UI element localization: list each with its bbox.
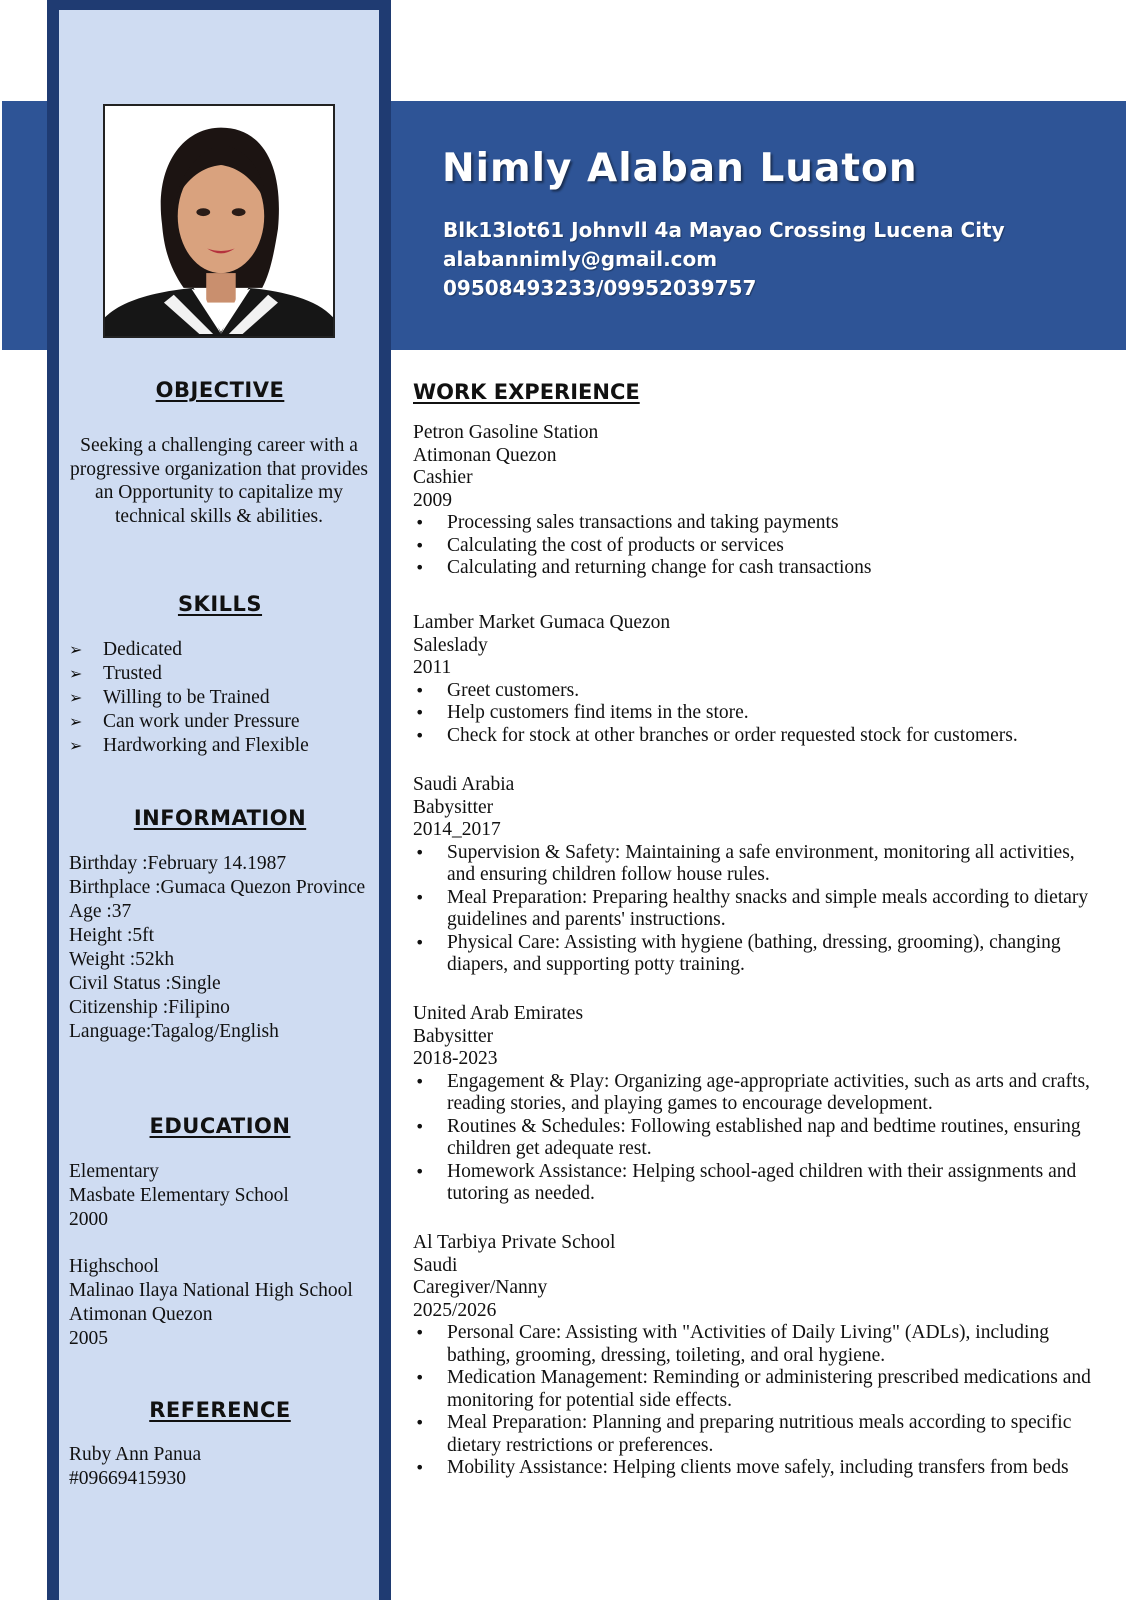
job-duty: • Help customers find items in the store. [413,702,1103,725]
info-language: Language:Tagalog/English [69,1021,279,1042]
job-duty: • Medication Management: Reminding or administering prescribed medications and monitoring for potential side effects. [413,1367,1103,1412]
reference-block [69,1443,201,1491]
job-title: Babysitter [413,1025,494,1047]
profile-photo [103,104,335,338]
job-duty: • Supervision & Safety: Maintaining a safe environment, monitoring all activities, and ensuring children follow house rules. [413,842,1103,887]
job-duty: • Mobility Assistance: Helping clients move safely, including transfers from beds [413,1457,1103,1480]
skill-item: ➢ Willing to be Trained [69,687,270,708]
job-entry [413,422,1103,580]
info-citizenship: Citizenship :Filipino [69,997,230,1018]
job-duty: • Homework Assistance: Helping school-aged children with their assignments and tutoring as needed. [413,1161,1103,1206]
education-year: 2000 [69,1209,108,1230]
contact-address: Blk13lot61 Johnvll 4a Mayao Crossing Lucena City [443,218,1005,242]
education-level: Elementary [69,1161,159,1182]
job-duties [413,680,1103,748]
skills-heading: SKILLS [177,592,263,616]
job-duties [413,842,1103,977]
skill-item: ➢ Hardworking and Flexible [69,735,309,756]
arrow-bullet-icon: ➢ [69,688,83,707]
job-location: Saudi Arabia [413,774,515,795]
arrow-bullet-icon: ➢ [69,712,83,731]
job-duty: • Meal Preparation: Preparing healthy snacks and simple meals according to dietary guidelines and parents' instructions. [413,887,1103,932]
skill-item: ➢ Trusted [69,663,162,684]
job-location: Saudi [413,1254,458,1276]
job-entry [413,1232,1103,1480]
job-title: Cashier [413,467,473,488]
information-block [69,852,369,1044]
job-year: 2011 [413,657,452,678]
skills-list [69,638,309,758]
job-duty: • Engagement & Play: Organizing age-appropriate activities, such as arts and crafts, reading stories, and playing games to encourage development. [413,1071,1103,1116]
job-entry [413,612,1103,747]
job-entry [413,1003,1103,1206]
education-entry [69,1160,369,1232]
objective-text: Seeking a challenging career with a progressive organization that provides an Opportunity to capitalize my technical skills & abilities. [69,435,369,527]
education-heading: EDUCATION [149,1114,291,1138]
arrow-bullet-icon: ➢ [69,664,83,683]
education-school: Malinao Ilaya National High School Atimonan Quezon [69,1280,353,1325]
info-birthplace: Birthplace :Gumaca Quezon Province [69,877,366,898]
reference-name: Ruby Ann Panua [69,1444,202,1465]
job-duties [413,512,1103,580]
education-school: Masbate Elementary School [69,1185,289,1206]
job-duty: • Greet customers. [413,680,1103,703]
reference-heading: REFERENCE [149,1398,291,1422]
skill-item: ➢ Can work under Pressure [69,711,300,732]
job-duty: • Processing sales transactions and taking payments [413,512,1103,535]
work-experience-heading: WORK EXPERIENCE [413,380,640,404]
job-year: 2018-2023 [413,1048,498,1069]
job-year: 2009 [413,489,452,511]
contact-phone: 09508493233/09952039757 [443,276,757,300]
job-location: Atimonan Quezon [413,444,557,466]
job-title: Saleslady [413,634,488,656]
job-duties [413,1322,1103,1480]
job-title: Caregiver/Nanny [413,1277,548,1298]
job-location: United Arab Emirates [413,1003,584,1024]
job-year: 2025/2026 [413,1299,497,1321]
info-civil-status: Civil Status :Single [69,973,221,994]
job-entry [413,774,1103,977]
skill-item: ➢ Dedicated [69,639,183,660]
education-level: Highschool [69,1256,159,1277]
job-duty: • Personal Care: Assisting with "Activities of Daily Living" (ADLs), including bathing, grooming, dressing, toileting, and oral hygiene. [413,1322,1103,1367]
info-weight: Weight :52kh [69,949,175,970]
job-duties [413,1071,1103,1206]
arrow-bullet-icon: ➢ [69,640,83,659]
info-birthday: Birthday :February 14.1987 [69,853,287,874]
job-employer: Lamber Market Gumaca Quezon [413,612,671,633]
job-year: 2014_2017 [413,819,501,840]
contact-email: alabannimly@gmail.com [443,247,718,271]
candidate-name: Nimly Alaban Luaton [442,146,918,191]
arrow-bullet-icon: ➢ [69,736,83,755]
objective-heading: OBJECTIVE [155,378,285,402]
job-duty: • Physical Care: Assisting with hygiene (bathing, dressing, grooming), changing diapers, and supporting potty training. [413,932,1103,977]
education-year: 2005 [69,1328,108,1349]
info-height: Height :5ft [69,925,155,946]
job-duty: • Check for stock at other branches or order requested stock for customers. [413,725,1103,748]
job-duty: • Calculating the cost of products or services [413,535,1103,558]
education-entry [69,1255,369,1351]
information-heading: INFORMATION [133,806,307,830]
job-title: Babysitter [413,796,494,818]
reference-phone: #09669415930 [69,1468,186,1489]
job-employer: Petron Gasoline Station [413,422,599,443]
job-duty: • Routines & Schedules: Following established nap and bedtime routines, ensuring children get adequate rest. [413,1116,1103,1161]
job-duty: • Meal Preparation: Planning and preparing nutritious meals according to specific dietary restrictions or preferences. [413,1412,1103,1457]
info-age: Age :37 [69,901,132,922]
job-employer: Al Tarbiya Private School [413,1232,616,1253]
job-duty: • Calculating and returning change for cash transactions [413,557,1103,580]
